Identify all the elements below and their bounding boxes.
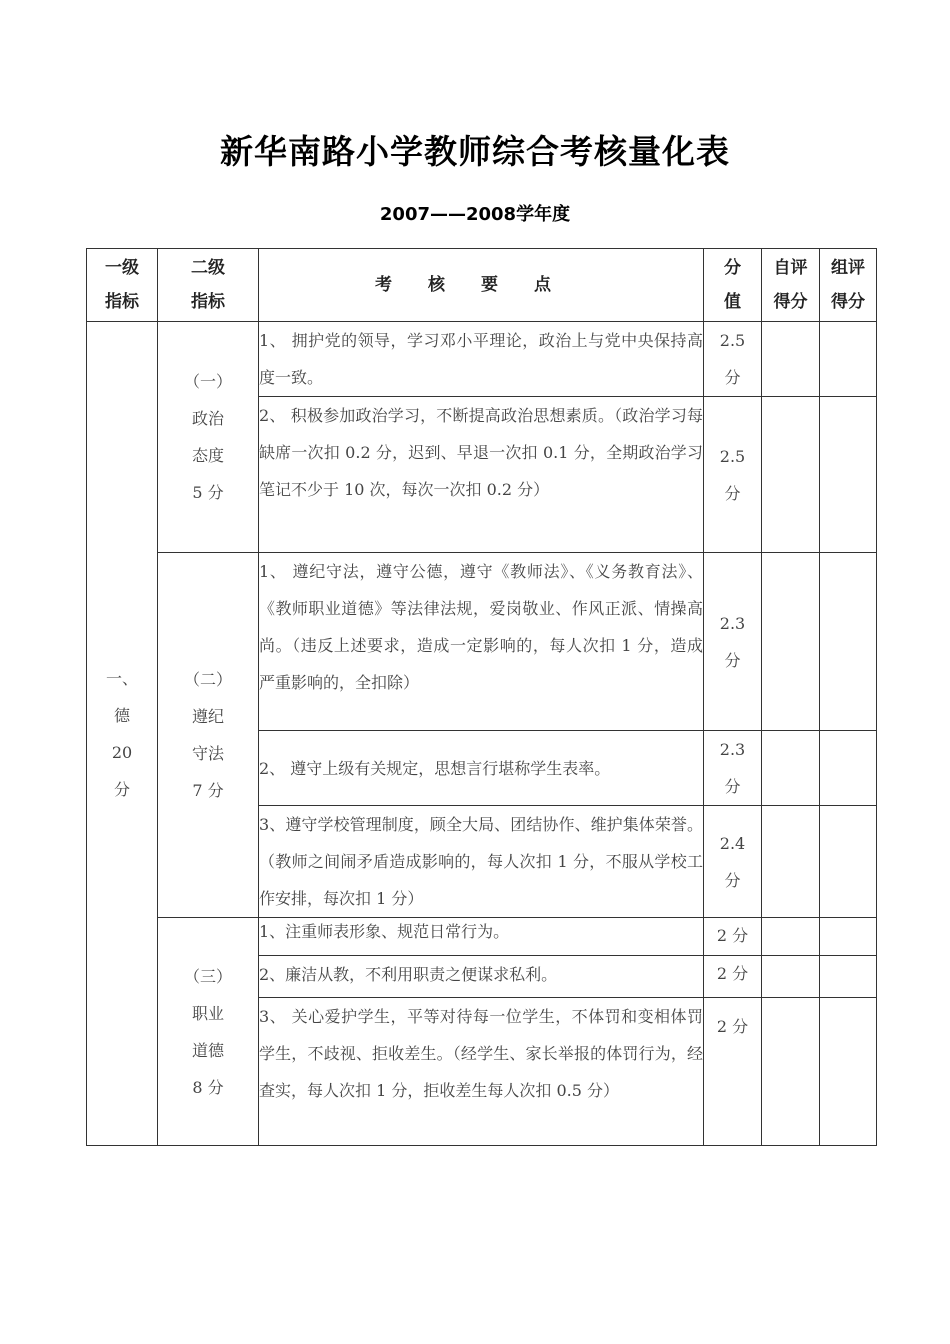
point-text: 3、遵守学校管理制度，顾全大局、团结协作、维护集体荣誉。（教师之间闹矛盾造成影响的，每人次扣 1 分，不服从学校工作安排，每次扣 1 分） xyxy=(259,806,704,918)
point-value: 2.3 分 xyxy=(704,731,762,806)
table-row xyxy=(87,553,877,731)
point-text: 1、 遵纪守法，遵守公德，遵守《教师法》、《义务教育法》、《教师职业道德》等法律法规，爱岗敬业、作风正派、情操高尚。（违反上述要求，造成一定影响的，每人次扣 1 分，造成严重影响的，全扣除） xyxy=(259,553,704,731)
assessment-table xyxy=(86,248,877,1146)
subcategory-cell: （三） 职业 道德 8 分 xyxy=(158,918,259,1146)
header-value: 分 值 xyxy=(704,249,762,322)
page-title: 新华南路小学教师综合考核量化表 xyxy=(220,132,730,171)
group-score-cell[interactable] xyxy=(820,322,877,397)
self-score-cell[interactable] xyxy=(762,998,820,1146)
point-value: 2 分 xyxy=(704,956,762,998)
point-value: 2.4 分 xyxy=(704,806,762,918)
group-score-cell[interactable] xyxy=(820,918,877,956)
header-points: 考核要点 xyxy=(259,249,704,322)
category-cell: 一、 德 20 分 xyxy=(87,322,158,1146)
point-text: 1、注重师表形象、规范日常行为。 xyxy=(259,918,704,956)
self-score-cell[interactable] xyxy=(762,731,820,806)
point-text: 2、廉洁从教，不利用职责之便谋求私利。 xyxy=(259,956,704,998)
point-value: 2.5 分 xyxy=(704,397,762,553)
point-value: 2.3 分 xyxy=(704,553,762,731)
header-level1: 一级 指标 xyxy=(87,249,158,322)
table-row xyxy=(87,918,877,956)
point-text: 1、 拥护党的领导，学习邓小平理论，政治上与党中央保持高度一致。 xyxy=(259,322,704,397)
group-score-cell[interactable] xyxy=(820,397,877,553)
self-score-cell[interactable] xyxy=(762,397,820,553)
point-value: 2 分 xyxy=(704,998,762,1146)
group-score-cell[interactable] xyxy=(820,553,877,731)
point-value: 2 分 xyxy=(704,918,762,956)
point-value: 2.5 分 xyxy=(704,322,762,397)
group-score-cell[interactable] xyxy=(820,806,877,918)
self-score-cell[interactable] xyxy=(762,956,820,998)
point-text: 2、 遵守上级有关规定，思想言行堪称学生表率。 xyxy=(259,731,704,806)
header-level2: 二级 指标 xyxy=(158,249,259,322)
table-row xyxy=(87,322,877,397)
group-score-cell[interactable] xyxy=(820,998,877,1146)
header-self-score: 自评 得分 xyxy=(762,249,820,322)
point-text: 2、 积极参加政治学习，不断提高政治思想素质。（政治学习每缺席一次扣 0.2 分，迟到、早退一次扣 0.1 分，全期政治学习笔记不少于 10 次，每次一次扣 0.2 分） xyxy=(259,397,704,553)
header-row xyxy=(87,249,877,322)
header-group-score: 组评 得分 xyxy=(820,249,877,322)
group-score-cell[interactable] xyxy=(820,731,877,806)
point-text: 3、 关心爱护学生，平等对待每一位学生，不体罚和变相体罚学生，不歧视、拒收差生。（经学生、家长举报的体罚行为，经查实，每人次扣 1 分，拒收差生每人次扣 0.5 分） xyxy=(259,998,704,1146)
subcategory-cell: （二） 遵纪 守法 7 分 xyxy=(158,553,259,918)
group-score-cell[interactable] xyxy=(820,956,877,998)
self-score-cell[interactable] xyxy=(762,918,820,956)
subcategory-cell: （一） 政治 态度 5 分 xyxy=(158,322,259,553)
school-year: 2007——2008学年度 xyxy=(379,204,571,225)
self-score-cell[interactable] xyxy=(762,553,820,731)
self-score-cell[interactable] xyxy=(762,806,820,918)
self-score-cell[interactable] xyxy=(762,322,820,397)
